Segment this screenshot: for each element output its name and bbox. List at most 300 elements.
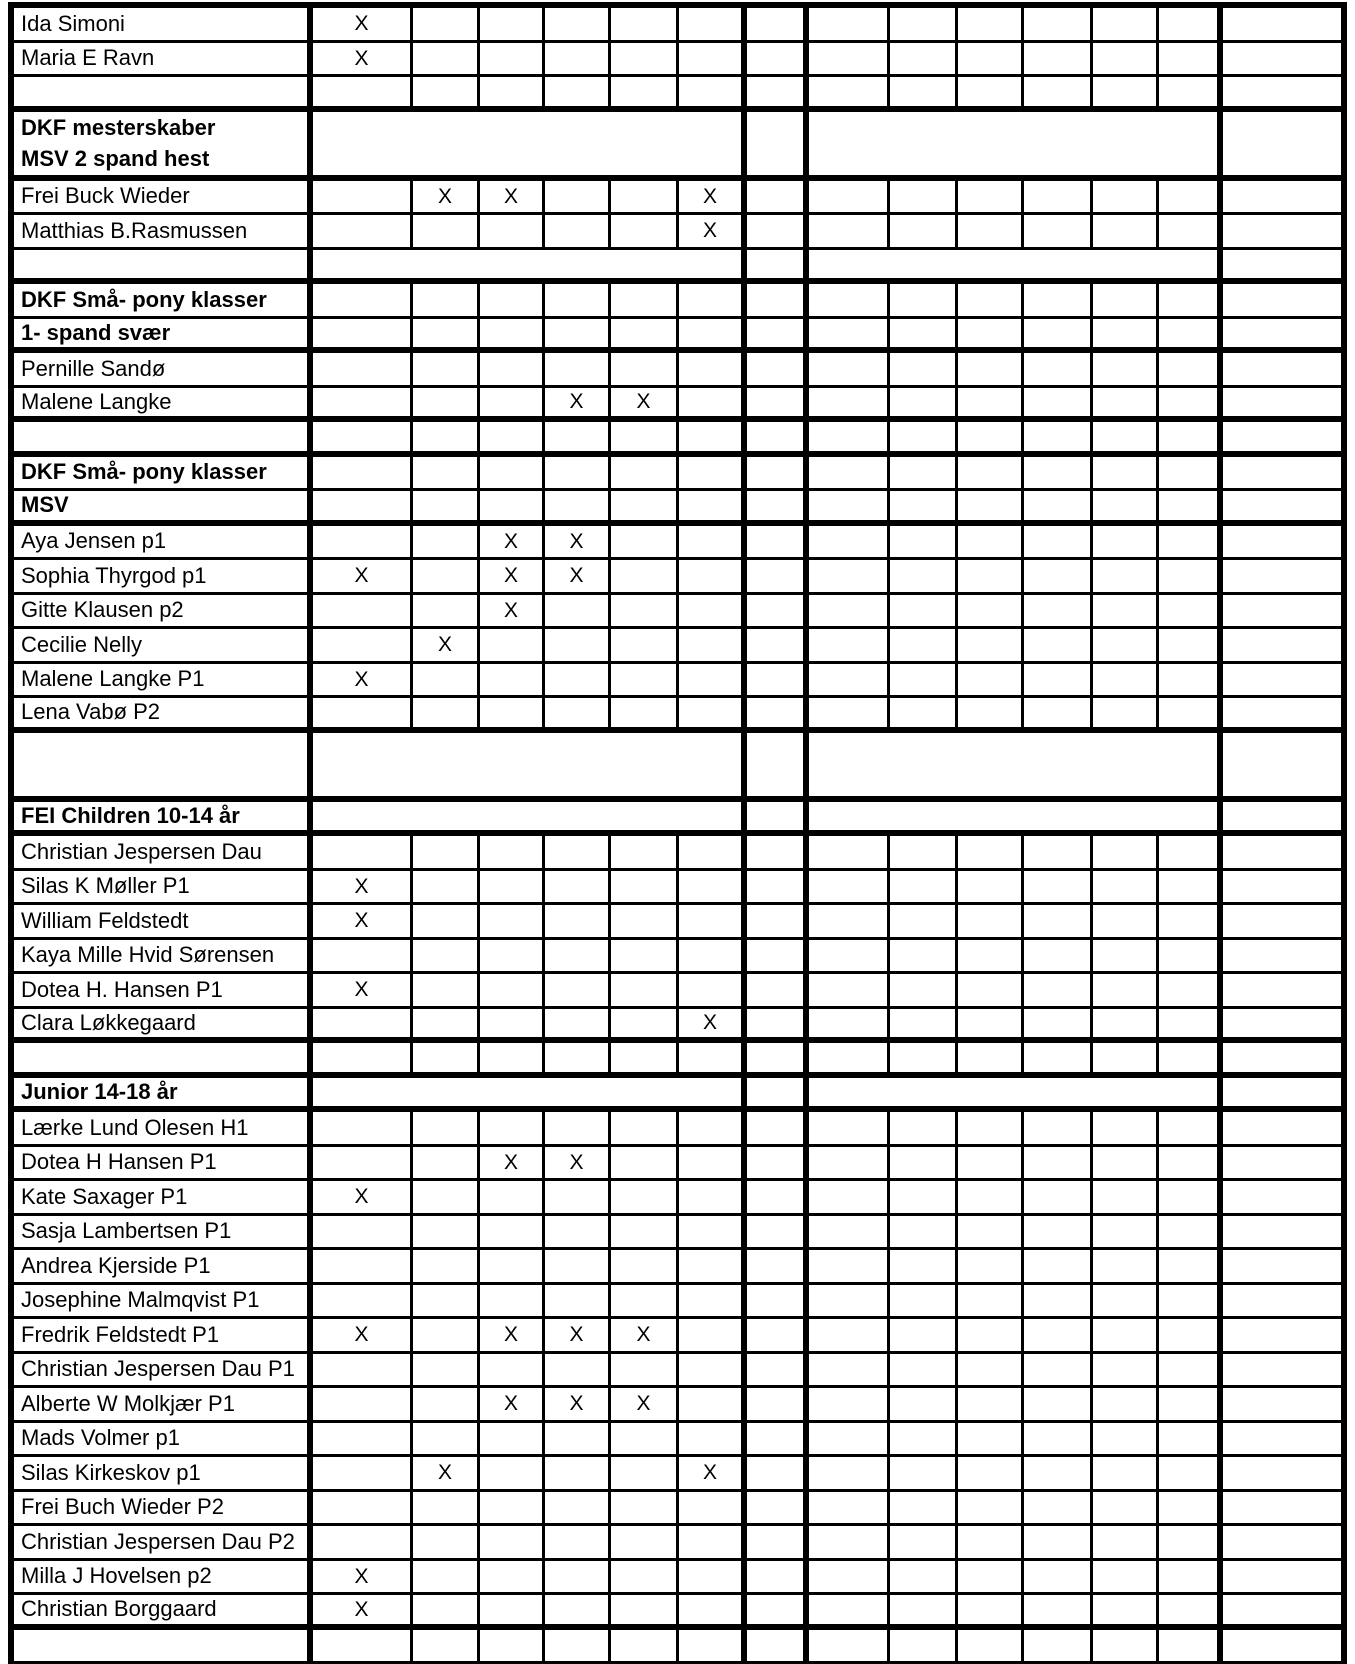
grid-cell[interactable] (958, 871, 1024, 903)
merged-cell[interactable] (809, 733, 1223, 796)
grid-cell[interactable] (480, 1561, 545, 1593)
grid-cell[interactable] (480, 871, 545, 903)
grid-cell[interactable] (1223, 836, 1341, 868)
grid-cell[interactable] (1024, 1561, 1093, 1593)
grid-cell[interactable] (958, 526, 1024, 558)
grid-cell[interactable] (545, 43, 611, 75)
grid-cell[interactable] (1159, 1216, 1223, 1248)
grid-cell[interactable] (809, 595, 890, 627)
name-cell[interactable]: MSV (14, 491, 313, 520)
grid-cell[interactable] (545, 1526, 611, 1558)
grid-cell[interactable] (413, 77, 480, 106)
name-cell[interactable]: Gitte Klausen p2 (14, 595, 313, 627)
grid-cell[interactable] (413, 1354, 480, 1386)
grid-cell[interactable] (545, 974, 611, 1006)
grid-cell[interactable] (1093, 8, 1159, 40)
grid-cell[interactable] (611, 629, 679, 661)
grid-cell[interactable] (1024, 1630, 1093, 1662)
grid-cell[interactable] (890, 491, 958, 520)
grid-cell[interactable] (890, 905, 958, 937)
grid-cell[interactable] (679, 43, 747, 75)
grid-cell[interactable] (1223, 1457, 1341, 1489)
grid-cell[interactable] (809, 1181, 890, 1213)
grid-cell[interactable] (313, 1457, 413, 1489)
grid-cell[interactable] (747, 284, 809, 316)
grid-cell[interactable] (679, 77, 747, 106)
grid-cell[interactable] (1159, 664, 1223, 696)
grid-cell[interactable] (1159, 940, 1223, 972)
grid-cell[interactable] (1024, 1492, 1093, 1524)
grid-cell[interactable] (1223, 1526, 1341, 1558)
grid-cell[interactable] (413, 1595, 480, 1624)
grid-cell[interactable] (1024, 8, 1093, 40)
grid-cell[interactable] (480, 1423, 545, 1455)
grid-cell[interactable] (1223, 353, 1341, 385)
name-cell[interactable]: Dotea H. Hansen P1 (14, 974, 313, 1006)
grid-cell[interactable] (413, 1561, 480, 1593)
grid-cell[interactable] (1159, 1388, 1223, 1420)
grid-cell[interactable] (413, 8, 480, 40)
grid-cell[interactable] (1159, 1250, 1223, 1282)
grid-cell[interactable] (545, 836, 611, 868)
grid-cell[interactable] (480, 491, 545, 520)
grid-cell[interactable] (1093, 1595, 1159, 1624)
grid-cell[interactable] (747, 43, 809, 75)
grid-cell[interactable] (890, 1423, 958, 1455)
grid-cell[interactable] (1223, 1250, 1341, 1282)
grid-cell[interactable] (958, 1009, 1024, 1038)
grid-cell[interactable] (313, 457, 413, 489)
grid-cell[interactable] (747, 1492, 809, 1524)
grid-cell[interactable] (1093, 526, 1159, 558)
grid-cell[interactable] (611, 1216, 679, 1248)
grid-cell[interactable] (1223, 181, 1341, 213)
grid-cell[interactable] (545, 1181, 611, 1213)
grid-cell[interactable] (611, 871, 679, 903)
grid-cell[interactable] (1093, 1216, 1159, 1248)
grid-cell[interactable] (890, 698, 958, 727)
grid-cell[interactable] (545, 1009, 611, 1038)
grid-cell[interactable] (890, 526, 958, 558)
merged-cell[interactable] (1223, 250, 1341, 279)
grid-cell[interactable] (890, 871, 958, 903)
grid-cell[interactable] (413, 43, 480, 75)
grid-cell[interactable] (1024, 181, 1093, 213)
grid-cell[interactable] (747, 8, 809, 40)
grid-cell[interactable] (1093, 353, 1159, 385)
merged-cell[interactable] (809, 112, 1223, 175)
grid-cell[interactable] (1159, 1630, 1223, 1662)
grid-cell[interactable] (1159, 319, 1223, 348)
grid-cell[interactable] (545, 284, 611, 316)
grid-cell[interactable] (413, 284, 480, 316)
grid-cell[interactable] (413, 1147, 480, 1179)
grid-cell[interactable] (1159, 836, 1223, 868)
grid-cell[interactable] (809, 629, 890, 661)
grid-cell[interactable] (747, 905, 809, 937)
grid-cell[interactable] (958, 215, 1024, 247)
grid-cell[interactable] (679, 1595, 747, 1624)
grid-cell[interactable] (747, 664, 809, 696)
grid-cell[interactable] (890, 1630, 958, 1662)
grid-cell[interactable] (809, 319, 890, 348)
grid-cell[interactable] (809, 1250, 890, 1282)
grid-cell[interactable] (890, 974, 958, 1006)
grid-cell[interactable] (890, 836, 958, 868)
grid-cell[interactable] (611, 1112, 679, 1144)
grid-cell[interactable] (545, 1147, 611, 1179)
grid-cell[interactable] (313, 1319, 413, 1351)
grid-cell[interactable] (413, 1216, 480, 1248)
grid-cell[interactable] (958, 974, 1024, 1006)
grid-cell[interactable] (480, 1492, 545, 1524)
grid-cell[interactable] (1024, 1457, 1093, 1489)
grid-cell[interactable] (1223, 526, 1341, 558)
grid-cell[interactable] (747, 1250, 809, 1282)
grid-cell[interactable] (313, 1423, 413, 1455)
grid-cell[interactable] (1223, 1354, 1341, 1386)
grid-cell[interactable] (958, 284, 1024, 316)
grid-cell[interactable] (1223, 1285, 1341, 1317)
grid-cell[interactable] (1024, 284, 1093, 316)
name-cell[interactable]: DKF Små- pony klasser (14, 457, 313, 489)
grid-cell[interactable] (1024, 77, 1093, 106)
grid-cell[interactable] (611, 1492, 679, 1524)
grid-cell[interactable] (958, 1630, 1024, 1662)
grid-cell[interactable] (480, 595, 545, 627)
grid-cell[interactable] (1159, 43, 1223, 75)
grid-cell[interactable] (1159, 1181, 1223, 1213)
grid-cell[interactable] (480, 422, 545, 451)
grid-cell[interactable] (413, 905, 480, 937)
grid-cell[interactable] (1024, 664, 1093, 696)
grid-cell[interactable] (809, 1319, 890, 1351)
grid-cell[interactable] (313, 215, 413, 247)
grid-cell[interactable] (890, 422, 958, 451)
grid-cell[interactable] (679, 1250, 747, 1282)
grid-cell[interactable] (611, 836, 679, 868)
grid-cell[interactable] (958, 1250, 1024, 1282)
grid-cell[interactable] (1093, 1147, 1159, 1179)
grid-cell[interactable] (1223, 1561, 1341, 1593)
grid-cell[interactable] (958, 1423, 1024, 1455)
grid-cell[interactable] (1093, 1112, 1159, 1144)
grid-cell[interactable] (545, 1423, 611, 1455)
grid-cell[interactable] (313, 974, 413, 1006)
grid-cell[interactable] (679, 664, 747, 696)
grid-cell[interactable] (413, 871, 480, 903)
grid-cell[interactable] (1223, 8, 1341, 40)
grid-cell[interactable] (809, 388, 890, 417)
grid-cell[interactable] (545, 1630, 611, 1662)
grid-cell[interactable] (413, 940, 480, 972)
grid-cell[interactable] (1024, 629, 1093, 661)
grid-cell[interactable] (545, 698, 611, 727)
grid-cell[interactable] (480, 940, 545, 972)
grid-cell[interactable] (890, 215, 958, 247)
grid-cell[interactable] (958, 1561, 1024, 1593)
grid-cell[interactable] (1223, 77, 1341, 106)
grid-cell[interactable] (313, 284, 413, 316)
grid-cell[interactable] (611, 388, 679, 417)
grid-cell[interactable] (1024, 353, 1093, 385)
grid-cell[interactable] (413, 1388, 480, 1420)
grid-cell[interactable] (545, 8, 611, 40)
grid-cell[interactable] (1093, 215, 1159, 247)
grid-cell[interactable] (958, 491, 1024, 520)
merged-cell[interactable] (747, 250, 809, 279)
grid-cell[interactable] (480, 1216, 545, 1248)
name-cell[interactable]: Maria E Ravn (14, 43, 313, 75)
grid-cell[interactable] (1093, 1285, 1159, 1317)
grid-cell[interactable] (747, 1561, 809, 1593)
merged-cell[interactable] (1223, 802, 1341, 831)
name-cell[interactable]: Frei Buck Wieder (14, 181, 313, 213)
grid-cell[interactable] (1223, 698, 1341, 727)
grid-cell[interactable] (890, 1561, 958, 1593)
grid-cell[interactable] (747, 181, 809, 213)
grid-cell[interactable] (413, 422, 480, 451)
grid-cell[interactable] (1159, 905, 1223, 937)
name-cell[interactable]: Malene Langke P1 (14, 664, 313, 696)
grid-cell[interactable] (313, 1043, 413, 1072)
grid-cell[interactable] (1024, 319, 1093, 348)
grid-cell[interactable] (313, 1147, 413, 1179)
grid-cell[interactable] (747, 1354, 809, 1386)
name-cell[interactable]: Andrea Kjerside P1 (14, 1250, 313, 1282)
grid-cell[interactable] (545, 629, 611, 661)
grid-cell[interactable] (480, 1285, 545, 1317)
grid-cell[interactable] (1024, 1285, 1093, 1317)
grid-cell[interactable] (890, 1595, 958, 1624)
grid-cell[interactable] (809, 1423, 890, 1455)
grid-cell[interactable] (679, 353, 747, 385)
grid-cell[interactable] (545, 560, 611, 592)
grid-cell[interactable] (958, 8, 1024, 40)
grid-cell[interactable] (611, 1250, 679, 1282)
grid-cell[interactable] (1159, 1561, 1223, 1593)
merged-cell[interactable] (1223, 733, 1341, 796)
name-cell[interactable]: Christian Jespersen Dau P2 (14, 1526, 313, 1558)
name-cell[interactable]: Christian Borggaard (14, 1595, 313, 1624)
grid-cell[interactable] (890, 1112, 958, 1144)
grid-cell[interactable] (1159, 8, 1223, 40)
grid-cell[interactable] (1093, 1492, 1159, 1524)
empty-name-cell[interactable] (14, 422, 313, 451)
grid-cell[interactable] (545, 1388, 611, 1420)
grid-cell[interactable] (679, 1526, 747, 1558)
grid-cell[interactable] (1093, 836, 1159, 868)
grid-cell[interactable] (809, 353, 890, 385)
grid-cell[interactable] (1024, 1250, 1093, 1282)
grid-cell[interactable] (809, 974, 890, 1006)
grid-cell[interactable] (1159, 1009, 1223, 1038)
grid-cell[interactable] (679, 940, 747, 972)
grid-cell[interactable] (890, 181, 958, 213)
grid-cell[interactable] (480, 353, 545, 385)
grid-cell[interactable] (611, 1181, 679, 1213)
grid-cell[interactable] (679, 215, 747, 247)
grid-cell[interactable] (809, 1043, 890, 1072)
grid-cell[interactable] (413, 1526, 480, 1558)
grid-cell[interactable] (1093, 1181, 1159, 1213)
merged-cell[interactable] (313, 1078, 747, 1107)
name-cell[interactable]: Pernille Sandø (14, 353, 313, 385)
grid-cell[interactable] (1024, 1216, 1093, 1248)
grid-cell[interactable] (890, 319, 958, 348)
grid-cell[interactable] (413, 1181, 480, 1213)
grid-cell[interactable] (679, 8, 747, 40)
grid-cell[interactable] (679, 388, 747, 417)
grid-cell[interactable] (611, 940, 679, 972)
grid-cell[interactable] (958, 905, 1024, 937)
grid-cell[interactable] (1024, 1009, 1093, 1038)
grid-cell[interactable] (890, 8, 958, 40)
grid-cell[interactable] (1024, 457, 1093, 489)
grid-cell[interactable] (480, 664, 545, 696)
grid-cell[interactable] (809, 1526, 890, 1558)
grid-cell[interactable] (679, 629, 747, 661)
grid-cell[interactable] (809, 560, 890, 592)
grid-cell[interactable] (611, 1388, 679, 1420)
grid-cell[interactable] (480, 1526, 545, 1558)
grid-cell[interactable] (958, 1319, 1024, 1351)
grid-cell[interactable] (480, 836, 545, 868)
grid-cell[interactable] (480, 1250, 545, 1282)
grid-cell[interactable] (1159, 491, 1223, 520)
grid-cell[interactable] (958, 664, 1024, 696)
grid-cell[interactable] (747, 698, 809, 727)
name-cell[interactable]: Silas K Møller P1 (14, 871, 313, 903)
grid-cell[interactable] (1223, 1388, 1341, 1420)
grid-cell[interactable] (611, 905, 679, 937)
name-cell[interactable]: Lena Vabø P2 (14, 698, 313, 727)
grid-cell[interactable] (958, 1181, 1024, 1213)
grid-cell[interactable] (313, 1388, 413, 1420)
grid-cell[interactable] (890, 1492, 958, 1524)
grid-cell[interactable] (809, 181, 890, 213)
grid-cell[interactable] (890, 43, 958, 75)
grid-cell[interactable] (747, 1423, 809, 1455)
grid-cell[interactable] (1093, 1009, 1159, 1038)
grid-cell[interactable] (480, 1388, 545, 1420)
grid-cell[interactable] (1093, 457, 1159, 489)
grid-cell[interactable] (413, 560, 480, 592)
grid-cell[interactable] (747, 595, 809, 627)
grid-cell[interactable] (679, 836, 747, 868)
grid-cell[interactable] (480, 388, 545, 417)
grid-cell[interactable] (747, 1147, 809, 1179)
grid-cell[interactable] (809, 1285, 890, 1317)
grid-cell[interactable] (413, 457, 480, 489)
grid-cell[interactable] (313, 1216, 413, 1248)
grid-cell[interactable] (1159, 595, 1223, 627)
grid-cell[interactable] (1093, 940, 1159, 972)
grid-cell[interactable] (1093, 1319, 1159, 1351)
grid-cell[interactable] (1159, 181, 1223, 213)
grid-cell[interactable] (1223, 871, 1341, 903)
grid-cell[interactable] (480, 77, 545, 106)
grid-cell[interactable] (1093, 1630, 1159, 1662)
grid-cell[interactable] (890, 1147, 958, 1179)
name-cell[interactable]: Sasja Lambertsen P1 (14, 1216, 313, 1248)
grid-cell[interactable] (545, 181, 611, 213)
name-cell[interactable]: DKF Små- pony klasser (14, 284, 313, 316)
grid-cell[interactable] (958, 595, 1024, 627)
grid-cell[interactable] (1024, 595, 1093, 627)
grid-cell[interactable] (413, 526, 480, 558)
grid-cell[interactable] (1024, 1147, 1093, 1179)
grid-cell[interactable] (679, 1112, 747, 1144)
grid-cell[interactable] (679, 181, 747, 213)
grid-cell[interactable] (1159, 353, 1223, 385)
grid-cell[interactable] (890, 1457, 958, 1489)
grid-cell[interactable] (958, 1112, 1024, 1144)
grid-cell[interactable] (679, 457, 747, 489)
grid-cell[interactable] (313, 181, 413, 213)
grid-cell[interactable] (747, 457, 809, 489)
grid-cell[interactable] (890, 1285, 958, 1317)
grid-cell[interactable] (413, 1319, 480, 1351)
grid-cell[interactable] (747, 388, 809, 417)
name-cell[interactable]: Junior 14-18 år (14, 1078, 313, 1107)
name-cell[interactable]: Milla J Hovelsen p2 (14, 1561, 313, 1593)
grid-cell[interactable] (1093, 43, 1159, 75)
grid-cell[interactable] (480, 1354, 545, 1386)
grid-cell[interactable] (679, 526, 747, 558)
grid-cell[interactable] (545, 1561, 611, 1593)
grid-cell[interactable] (611, 43, 679, 75)
grid-cell[interactable] (611, 1630, 679, 1662)
grid-cell[interactable] (890, 560, 958, 592)
empty-name-cell[interactable] (14, 733, 313, 796)
grid-cell[interactable] (313, 422, 413, 451)
grid-cell[interactable] (413, 974, 480, 1006)
grid-cell[interactable] (958, 1147, 1024, 1179)
grid-cell[interactable] (747, 1043, 809, 1072)
grid-cell[interactable] (958, 1492, 1024, 1524)
grid-cell[interactable] (809, 457, 890, 489)
grid-cell[interactable] (313, 1009, 413, 1038)
grid-cell[interactable] (313, 1630, 413, 1662)
grid-cell[interactable] (1024, 1112, 1093, 1144)
grid-cell[interactable] (1093, 664, 1159, 696)
grid-cell[interactable] (809, 526, 890, 558)
grid-cell[interactable] (313, 1595, 413, 1624)
grid-cell[interactable] (480, 1147, 545, 1179)
grid-cell[interactable] (545, 1043, 611, 1072)
grid-cell[interactable] (545, 1492, 611, 1524)
grid-cell[interactable] (1159, 1043, 1223, 1072)
grid-cell[interactable] (1024, 940, 1093, 972)
grid-cell[interactable] (413, 1285, 480, 1317)
grid-cell[interactable] (545, 940, 611, 972)
grid-cell[interactable] (747, 353, 809, 385)
grid-cell[interactable] (890, 1526, 958, 1558)
grid-cell[interactable] (1223, 1181, 1341, 1213)
grid-cell[interactable] (413, 629, 480, 661)
grid-cell[interactable] (313, 1181, 413, 1213)
grid-cell[interactable] (1223, 491, 1341, 520)
grid-cell[interactable] (1159, 1147, 1223, 1179)
grid-cell[interactable] (747, 871, 809, 903)
grid-cell[interactable] (1093, 698, 1159, 727)
grid-cell[interactable] (413, 1250, 480, 1282)
grid-cell[interactable] (958, 629, 1024, 661)
grid-cell[interactable] (611, 215, 679, 247)
grid-cell[interactable] (809, 1112, 890, 1144)
grid-cell[interactable] (747, 1388, 809, 1420)
